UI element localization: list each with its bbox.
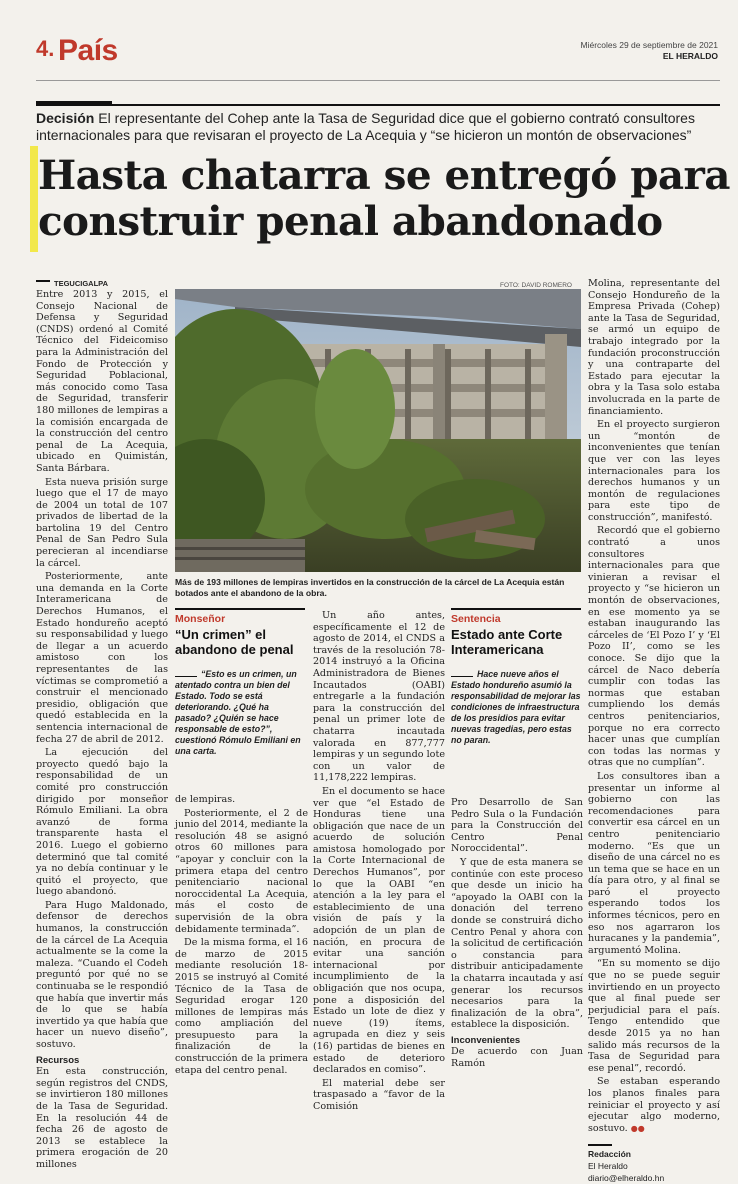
header-rule [36,80,720,81]
col1-paragraph: La ejecución del proyecto quedó bajo la responsabilidad de un comité pro construcción dirigido por monseñor Rómulo Emiliani. La obra avanzó de forma transparente hasta el 2016. Luego el gobierno determinó que tal comité ya no debía continuar y le quitó el proyecto, que luego abandonó. [36,747,168,898]
col1-paragraph: Entre 2013 y 2015, el Consejo Nacional de Defensa y Seguridad (CNDS) ordenó al Comité Técnico del Fideicomiso para la Administración del Fondo de Protección y Seguridad Poblacional, más conocido como Tasa de Seguridad, transferir 180 millones de lempiras a la comisión encargada de la construcción del centro penal de La Acequia, ubicado en Quimistán, Santa Bárbara. [36,289,168,474]
byline-rule [588,1144,612,1146]
box2-title: Estado ante Corte Interamericana [451,627,563,657]
col3-paragraph: El material debe ser traspasado a “favor de la Comisión [313,1077,445,1112]
subhead-recursos: Recursos [36,1054,80,1066]
end-mark-icon: ●● [630,1123,645,1133]
dateline-rule [36,280,50,282]
byline-paper: El Heraldo [588,1160,628,1171]
header-paper: EL HERALDO [662,51,718,61]
subhead-inconvenientes: Inconvenientes [451,1034,521,1046]
dateline: TEGUCIGALPA [54,279,109,288]
col5-paragraph: En el proyecto surgieron un “montón de inconvenientes que tenían que ver con las leyes internacionales para los derechos humanos y un montón de regulaciones para este tipo de construcción”, manifestó. [588,419,720,523]
photo [175,289,581,572]
col5-paragraph [588,1076,720,1134]
col3-paragraph: Un año antes, específicamente el 12 de agosto de 2014, el CNDS a través de la resolución 78-2014 instruyó a la Oficina Administradora de Bienes Incautados (OABI) entregarle a la fundación para la construcción del penal un primer lote de chatarra incautada valorada en 877,777 lempiras y un segundo lote con un valor de 11,178,222 lempiras. [313,610,445,784]
headline-line1: Hasta chatarra se entregó para [38,151,730,199]
box1-title: “Un crimen” el abandono de penal [175,627,294,657]
highlight-marker [30,146,38,252]
deck-accent [36,101,112,106]
header-date: Miércoles 29 de septiembre de 2021 [580,40,718,50]
column-3 [313,610,445,1115]
col5-paragraph: “En su momento se dijo que no se puede seguir invirtiendo en un proyecto que al final puede ser perjudicial para el país. Tengo entendido que desde 2015 ya no han salido más recursos de la Tasa de Seguridad para ese penal”, recordó. [588,958,720,1074]
deck-label: Decisión [36,110,95,126]
box1-quote: “Esto es un crimen, un atentado contra un bien del Estado. Todo se está deteriorando. ¿Qué ha pasado? ¿Quién se hace responsable de esto?”, cuestionó Rómulo Emiliani en una carta. [175,669,301,756]
col2-paragraph: De la misma forma, el 16 de marzo de 2015 mediante resolución 18-2015 se instruyó al Comité Técnico de la Tasa de Seguridad erogar 120 millones de lempiras más como ampliación del presupuesto para la finalización de la construcción de la primera etapa del centro penal. [175,937,308,1076]
col3-paragraph: En el documento se hace ver que “el Estado de Honduras tiene una obligación que nace de un acuerdo de solución amistosa homologado por la Corte Internacional de Derechos Humanos”, por lo que la OABI “en atención a la ley para el establecimiento de una visión de país y la adopción de un plan de nación, en procura de evitar una sanción internacional por incumplimiento de la obligación que nos ocupa, pone a disposición del Estado un lote de diez y nueve (19) ítems, agrupada en diez y seis (16) partidas de bienes en estado de deterioro declarados en comiso”. [313,785,445,1076]
deck [36,110,716,144]
col2-paragraph: Posteriormente, el 2 de junio del 2014, mediante la resolución 48 se asignó otros 60 millones para “apoyar y concluir con la primera etapa del centro penitenciario nacional noroccidental La Acequia, más el costo de supervisión de la obra debidamente terminada”. [175,807,308,935]
col4-paragraph: De acuerdo con Juan Ramón [451,1046,583,1070]
column-2 [175,794,308,1078]
col1-paragraph: Para Hugo Maldonado, defensor de derechos humanos, la construcción de la cárcel de La Acequia actualmente se la come la maleza. “Cuando el Codeh preguntó por qué no se continuaba se le respondió que había que invertir más de lo que se había invertido ya que había que hacer un nuevo diseño”, sostuvo. [36,899,168,1050]
column-4 [451,797,583,1072]
box2-quote-rule [451,676,473,677]
sentencia-box [451,613,581,746]
col4-paragraph: Y que de esta manera se continúe con este proceso que desde un inicio ha “apoyado la OABI con la donación del terreno donde se construirá dicho Centro Penal y ahora con la solicitud de certificación o constancia para distribuir anticipadamente la chatarra incautada y así generar los recursos necesarios para la finalización de la obra”, establece la disposición. [451,856,583,1031]
col1-paragraph: En esta construcción, según registros del CNDS, se invirtieron 180 millones de la Tasa de Seguridad. En la resolución 44 de fecha 26 de agosto de 2013 se establece la primera erogación de 20 millones [36,1066,168,1170]
headline [38,152,728,244]
deck-text: El representante del Cohep ante la Tasa de Seguridad dice que el gobierno contrató consultores internacionales para que revisaran el proyecto de La Acequia y “se hicieron un montón de observaciones” [36,110,695,143]
box2-rule [451,608,581,610]
col5-paragraph: Molina, representante del Consejo Hondureño de la Empresa Privada (Cohep) ante la Tasa de Seguridad, se armó un equipo de trabajo integrado por la fundación proconstrucción y una contraparte del Estado para ejecutar la obra y la Tasa solo estaba involucrada en la parte de financiamiento. [588,278,720,417]
section-title: País [58,34,118,67]
photo-caption: Más de 193 millones de lempiras invertidos en la construcción de la cárcel de La Acequia están botados ante el abandono de la obra. [175,577,565,598]
col5-paragraph: Recordó que el gobierno contrató a unos consultores internacionales para que vinieran a revisar el proyecto y “se hicieron un montón de observaciones, en ese momento ya se estaban inaugurando las cárceles de ‘El Pozo I’ y ‘El Pozo II’, como se les conoce. Se dijo que la cárcel de Naco debería cumplir con todas las normas que estaban cumpliendo los demás centros penitenciarios, porque no era correcto hacer unas que cumplían con todas las normas y otras que no cumplían”. [588,525,720,769]
column-5 [588,278,720,1184]
byline-email: diario@elheraldo.hn [588,1172,665,1183]
prison-ruin-image [175,289,581,572]
col1-paragraph: Esta nueva prisión surge luego que el 17 de mayo de 2004 un total de 107 privados de libertad de la bartolina 19 del Centro Penal de San Pedro Sula perecieran al incendiarse la cárcel. [36,476,168,569]
page-number: 4. [36,36,55,61]
col5-paragraph: Los consultores iban a presentar un informe al gobierno con las recomendaciones para convertir esa cárcel en un centro penitenciario moderno. “Es que un diseño de una cárcel no es un tema que se hace en un día para otro, y al final se paró el proyecto esperando todos los informes técnicos, pero en eso nos agarraron los huracanes y la pandemia”, argumentó Molina. [588,770,720,956]
box2-kicker: Sentencia [451,613,501,625]
byline-label: Redacción [588,1149,631,1160]
col4-paragraph: Pro Desarrollo de San Pedro Sula o la Fundación para la Construcción del Centro Penal Noroccidental”. [451,797,583,855]
box1-quote-rule [175,676,197,677]
col2-paragraph: de lempiras. [175,794,236,805]
box1-rule [175,608,305,610]
col1-paragraph: Posteriormente, ante una demanda en la Corte Interamericana de Derechos Humanos, el Estado hondureño aceptó su responsabilidad y luego de llegar a un acuerdo amistoso con los representantes de las víctimas se comprometió a construir el mencionado presidio, obligación que quedó establecida en la sentencia internacional de fecha 27 de abril de 2012. [36,571,168,745]
headline-line2: construir penal abandonado [38,197,663,245]
column-1 [36,278,168,1173]
deck-rule [36,104,720,106]
box2-quote: Hace nueve años el Estado hondureño asumió la responsabilidad de mejorar las condiciones de infraestructura de los presidios para evitar nuevas tragedias, pero estas no paran. [451,669,581,745]
monsenor-box [175,613,305,757]
col5-last-text: Se estaban esperando los planos finales para reiniciar el proyecto y así ejecutar algo moderno, sostuvo. [588,1076,720,1134]
photo-credit: FOTO: DAVID ROMERO [500,282,572,289]
box1-kicker: Monseñor [175,613,226,625]
